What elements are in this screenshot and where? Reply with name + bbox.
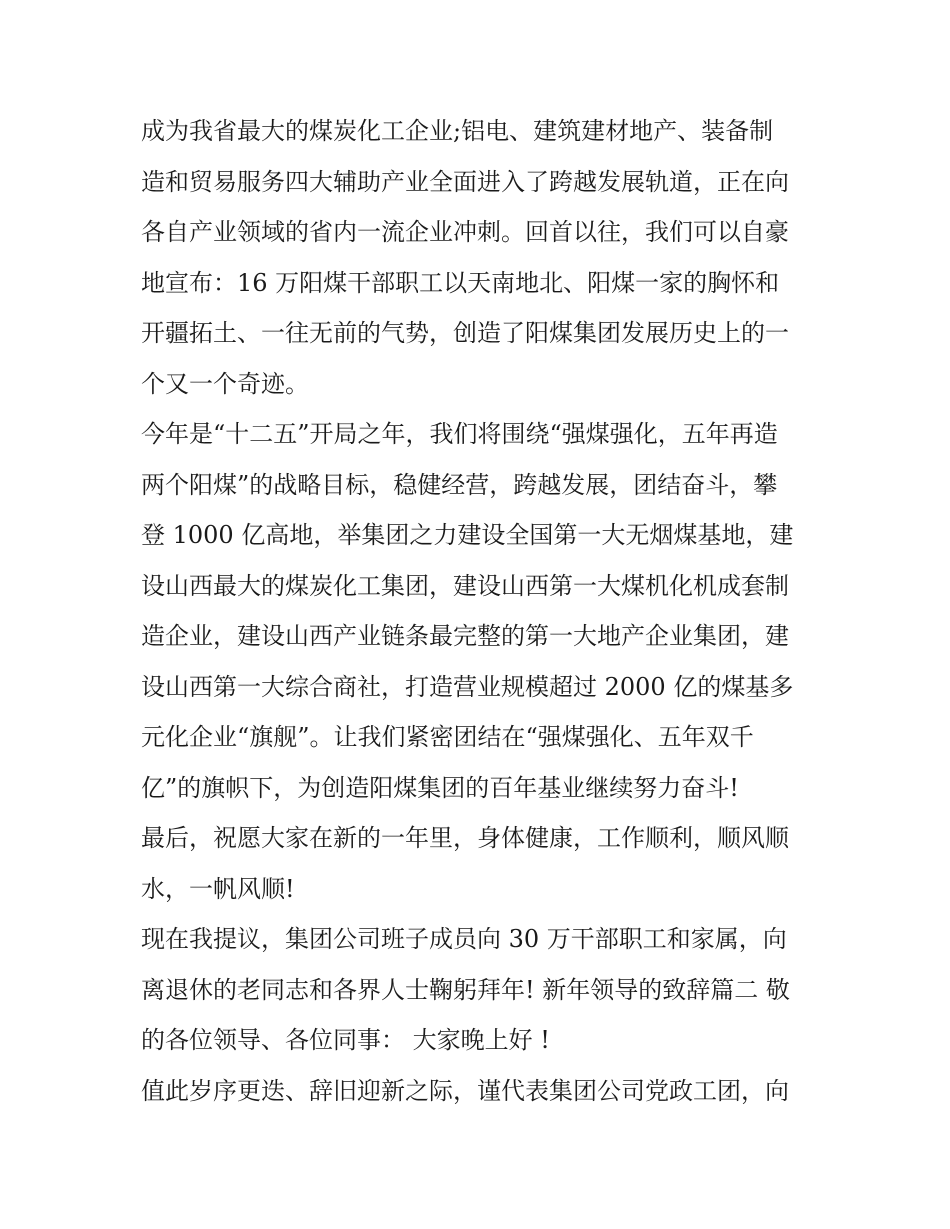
text-line: 今年是“十二五”开局之年，我们将围绕“强煤强化，五年再造 [141, 420, 778, 448]
text-line: 亿”的旗帜下，为创造阳煤集团的百年基业继续努力奋斗! [141, 773, 739, 802]
text-line: 地宣布：16 万阳煤干部职工以天南地北、阳煤一家的胸怀和 [141, 268, 780, 297]
text-line: 水，一帆风顺! [141, 874, 295, 903]
text-line: 元化企业“旗舰”。让我们紧密团结在“强煤强化、五年双千 [141, 723, 754, 751]
text-line: 登 1000 亿高地，举集团之力建设全国第一大无烟煤基地，建 [141, 521, 794, 549]
text-line: 离退休的老同志和各界人士鞠躬拜年! 新年领导的致辞篇二 敬 [141, 975, 790, 1004]
text-line: 造企业，建设山西产业链条最完整的第一大地产企业集团，建 [141, 622, 789, 650]
text-line: 两个阳煤”的战略目标，稳健经营，跨越发展，团结奋斗，攀 [141, 470, 778, 499]
document-body [141, 106, 821, 1116]
text-line: 的各位领导、各位同事： 大家晚上好 ! [141, 1026, 550, 1054]
text-line: 个又一个奇迹。 [141, 369, 309, 398]
text-line: 造和贸易服务四大辅助产业全面进入了跨越发展轨道，正在向 [141, 167, 789, 196]
text-line: 成为我省最大的煤炭化工企业;铝电、建筑建材地产、装备制 [141, 117, 774, 145]
text-line: 开疆拓土、一往无前的气势，创造了阳煤集团发展历史上的一 [141, 319, 789, 347]
text-line: 值此岁序更迭、辞旧迎新之际，谨代表集团公司党政工团，向 [141, 1076, 789, 1105]
text-line: 最后，祝愿大家在新的一年里，身体健康，工作顺利，顺风顺 [141, 824, 789, 852]
text-line: 设山西最大的煤炭化工集团，建设山西第一大煤机化机成套制 [141, 571, 789, 600]
text-line: 设山西第一大综合商社，打造营业规模超过 2000 亿的煤基多 [141, 672, 794, 701]
text-line: 各自产业领域的省内一流企业冲刺。回首以往，我们可以自豪 [141, 218, 789, 246]
text-line: 现在我提议，集团公司班子成员向 30 万干部职工和家属，向 [141, 925, 787, 953]
